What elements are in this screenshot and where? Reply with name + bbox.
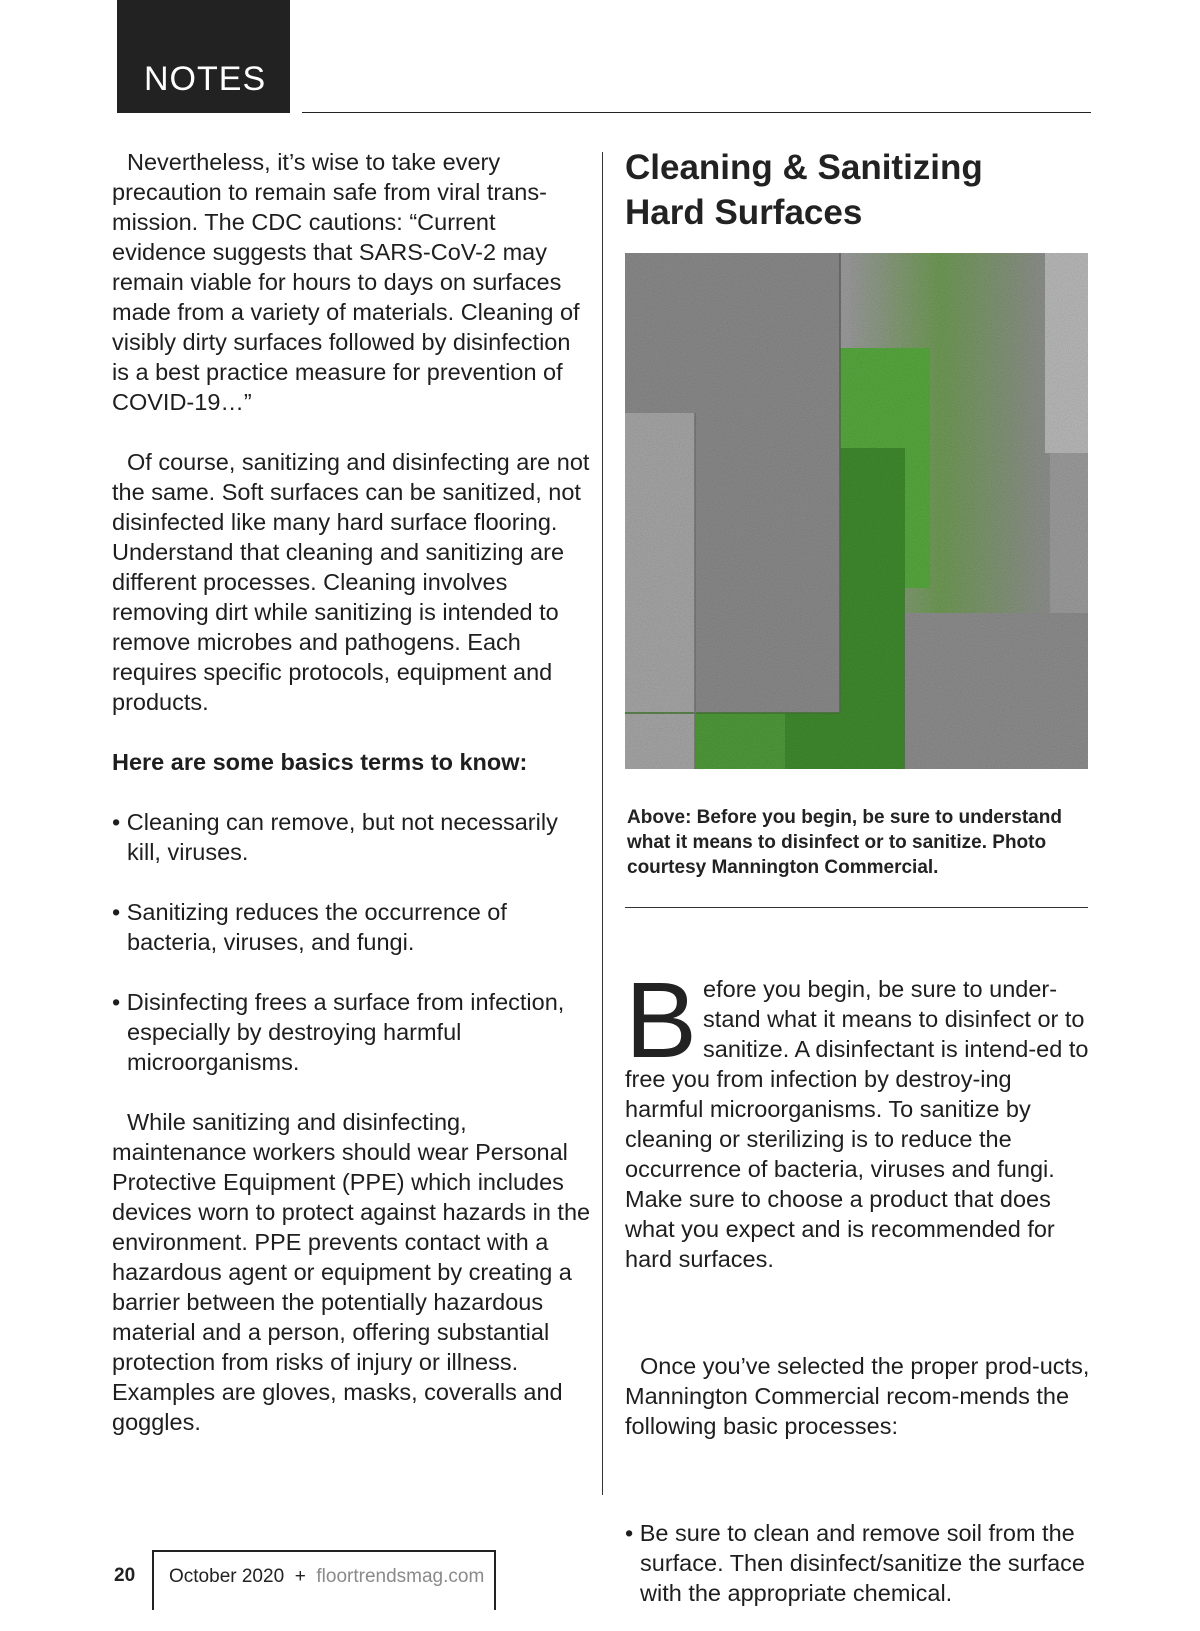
right-paragraph-1 <box>625 958 1090 1274</box>
term-bullet-cleaning: • Cleaning can remove, but not necessarily kill, viruses. <box>112 809 558 865</box>
section-label: NOTES <box>144 60 267 98</box>
terms-heading: Here are some basics terms to know: <box>112 749 528 775</box>
photo-caption: Above: Before you begin, be sure to understand what it means to disinfect or to sanitize. Photo courtesy Mannington Commercial. <box>627 807 1062 878</box>
left-paragraph-1: Nevertheless, it’s wise to take every precaution to remain safe from viral trans-mission. The CDC cautions: “Current evidence suggests that SARS-CoV-2 may remain viable for hours to days on surfaces made from a variety of materials. Cleaning of visibly dirty surfaces followed by disinfection is a best practice measure for prevention of COVID-19…” <box>112 149 580 415</box>
article-heading-line-1: Cleaning & Sanitizing <box>625 148 983 187</box>
drop-cap: B <box>625 958 698 1080</box>
right-paragraph-1-text: efore you begin, be sure to under-stand what it means to disinfect or to sanitize. A disinfectant is intend-ed to free you from infection by destroy-ing harmful microorganisms. To sanitize by cleaning or sterilizing is to reduce the occurrence of bacteria, viruses and fungi. Make sure to choose a product that does what you expect and is recommended for hard surfaces. <box>625 975 1089 1272</box>
carpet-tiles-photo <box>625 253 1088 769</box>
footer-issue-box <box>152 1550 496 1610</box>
process-bullet-clean: • Be sure to clean and remove soil from the surface. Then disinfect/sanitize the surface with the appropriate chemical. <box>625 1519 1085 1606</box>
column-divider <box>602 152 603 1495</box>
left-paragraph-2: Of course, sanitizing and disinfecting are not the same. Soft surfaces can be sanitized, not disinfected like many hard surface flooring. Understand that cleaning and sanitizing are different processes. Cleaning involves removing dirt while sanitizing is intended to remove microbes and pathogens. Each requires specific protocols, equipment and products. <box>112 449 590 715</box>
article-heading-line-2: Hard Surfaces <box>625 193 863 232</box>
caption-rule <box>625 907 1088 908</box>
header-rule <box>302 112 1091 113</box>
left-paragraph-3: While sanitizing and disinfecting, maintenance workers should wear Personal Protective Equipment (PPE) which includes devices worn to protect against hazards in the environment. PPE prevents contact with a hazardous agent or equipment by creating a barrier between the potentially hazardous material and a person, offering substantial protection from risks of injury or illness. Examples are gloves, masks, coveralls and goggles. <box>112 1109 591 1435</box>
right-column-heading <box>625 145 1090 235</box>
issue-separator: + <box>294 1566 306 1587</box>
section-tab <box>117 0 290 113</box>
page-number: 20 <box>114 1565 136 1586</box>
left-column <box>112 147 592 1437</box>
right-column-body <box>625 950 1090 1631</box>
right-paragraph-2: Once you’ve selected the proper prod-ucts, Mannington Commercial recom-mends the following basic processes: <box>625 1352 1090 1439</box>
issue-date: October 2020 <box>169 1566 285 1587</box>
term-bullet-disinfecting: • Disinfecting frees a surface from infection, especially by destroying harmful microorganisms. <box>112 989 565 1075</box>
footer-issue <box>169 1566 484 1588</box>
term-bullet-sanitizing: • Sanitizing reduces the occurrence of bacteria, viruses, and fungi. <box>112 899 507 955</box>
footer-site: floortrendsmag.com <box>316 1566 485 1587</box>
